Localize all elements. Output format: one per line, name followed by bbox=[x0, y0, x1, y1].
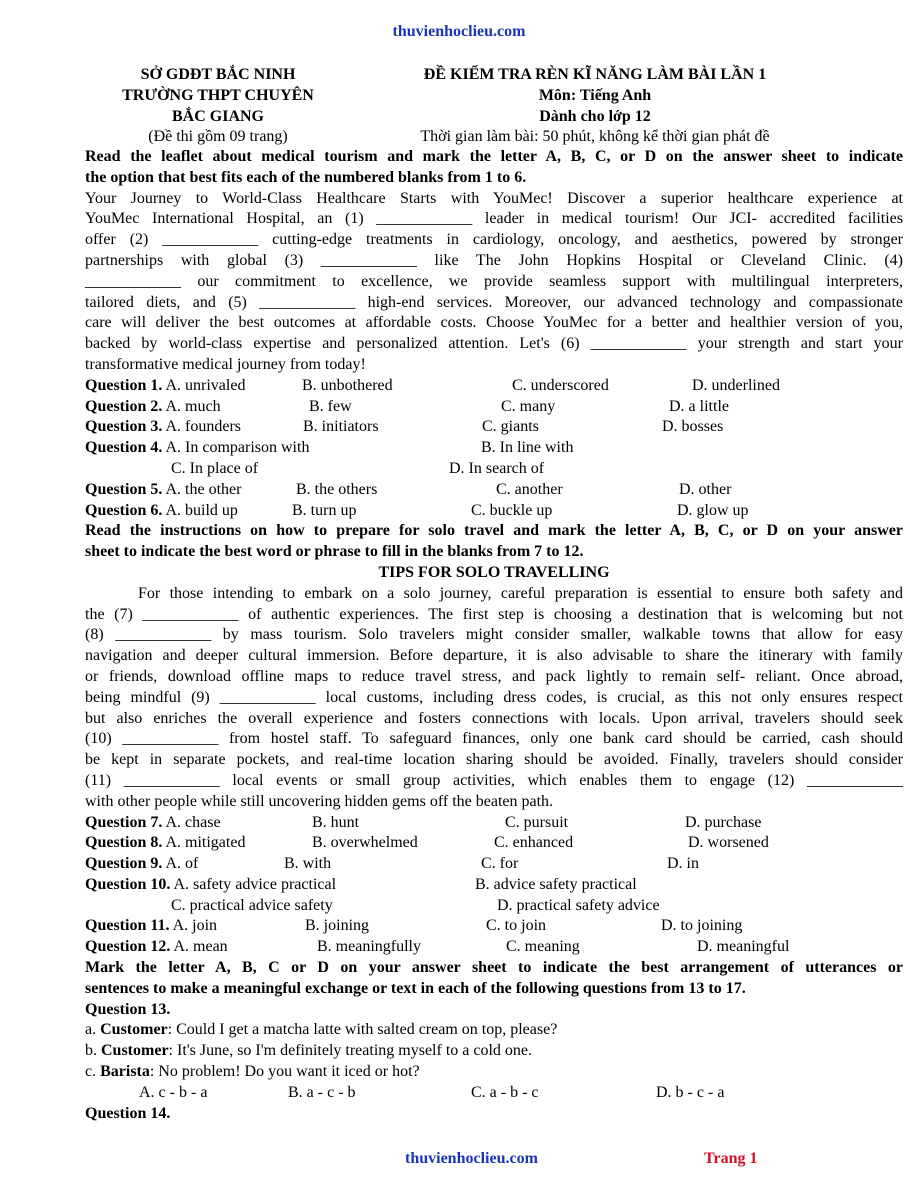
option-d[interactable]: D. glow up bbox=[677, 501, 749, 519]
option-c[interactable]: C. enhanced bbox=[494, 834, 574, 852]
option-d[interactable]: D. practical safety advice bbox=[497, 896, 660, 914]
option-d[interactable]: D. b - c - a bbox=[656, 1083, 725, 1101]
option-a[interactable]: A. the other bbox=[165, 480, 242, 498]
option-a[interactable]: A. mean bbox=[173, 938, 228, 956]
option-c[interactable]: C. many bbox=[501, 397, 556, 415]
exam-content bbox=[85, 147, 903, 1124]
option-c[interactable]: C. buckle up bbox=[471, 501, 553, 519]
question-label: Question 2. bbox=[85, 397, 163, 415]
option-d[interactable]: D. meaningful bbox=[697, 938, 790, 956]
question-label: Question 1. bbox=[85, 376, 163, 394]
question-13-options bbox=[85, 1083, 903, 1104]
question-row bbox=[85, 376, 903, 397]
site-header-link[interactable]: thuvienhoclieu.com bbox=[392, 23, 526, 40]
option-b[interactable]: B. hunt bbox=[312, 813, 360, 831]
option-b[interactable]: B. a - c - b bbox=[288, 1083, 356, 1101]
utterance: : Could I get a matcha latte with salted cream on top, please? bbox=[167, 1021, 558, 1039]
exam-time: Thời gian làm bài: 50 phút, không kể thời gian phát đề bbox=[420, 128, 770, 145]
option-a[interactable]: A. safety advice practical bbox=[173, 875, 337, 893]
option-a[interactable]: A. much bbox=[165, 397, 221, 415]
dialogue-line bbox=[85, 1020, 903, 1041]
question-row bbox=[85, 417, 903, 438]
question-label: Question 9. bbox=[85, 855, 163, 873]
exam-title: ĐỀ KIỂM TRA RÈN KĨ NĂNG LÀM BÀI LẦN 1 bbox=[423, 66, 767, 83]
item-prefix: b. bbox=[85, 1042, 101, 1060]
header-department: SỞ GDĐT BẮC NINH bbox=[140, 66, 296, 83]
option-c[interactable]: C. a - b - c bbox=[471, 1083, 539, 1101]
site-footer-link[interactable]: thuvienhoclieu.com bbox=[405, 1150, 538, 1167]
leaflet-line: transformative medical journey from today! bbox=[85, 355, 366, 373]
option-a[interactable]: A. of bbox=[165, 855, 199, 873]
question-row bbox=[85, 937, 903, 958]
dialogue-line bbox=[85, 1041, 903, 1062]
question-row-cont bbox=[85, 459, 903, 480]
option-b[interactable]: B. with bbox=[284, 855, 332, 873]
item-prefix: a. bbox=[85, 1021, 101, 1039]
question-label: Question 11. bbox=[85, 917, 170, 935]
option-a[interactable]: A. chase bbox=[165, 813, 221, 831]
section2-instruction: Read the instructions on how to prepare for solo travel and mark the letter A, B, C, or D on your answer bbox=[85, 522, 903, 540]
utterance: : It's June, so I'm definitely treating myself to a cold one. bbox=[168, 1042, 533, 1060]
passage-line: be kept in separate pockets, and real-time location sharing should be avoided. Finally, travelers should consider bbox=[85, 751, 903, 769]
leaflet-line: ____________ our commitment to excellence, we provide seamless support with multilingual interpreters, bbox=[85, 272, 903, 290]
option-b[interactable]: B. unbothered bbox=[302, 376, 393, 394]
leaflet-line: backed by world-class expertise and personalized attention. Let's (6) ____________ your strength and start your bbox=[85, 335, 903, 353]
header-page-count: (Đề thi gồm 09 trang) bbox=[148, 128, 288, 145]
option-b[interactable]: B. advice safety practical bbox=[475, 875, 637, 893]
dialogue-line bbox=[85, 1062, 903, 1083]
option-a[interactable]: A. c - b - a bbox=[139, 1083, 208, 1101]
option-d[interactable]: D. to joining bbox=[661, 917, 743, 935]
option-d[interactable]: D. purchase bbox=[685, 813, 762, 831]
leaflet-line: Your Journey to World-Class Healthcare Starts with YouMec! Discover a superior healthcare experience at bbox=[85, 189, 903, 207]
option-c[interactable]: C. another bbox=[496, 480, 563, 498]
question-row bbox=[85, 833, 903, 854]
page-number: Trang 1 bbox=[704, 1150, 758, 1167]
option-b[interactable]: B. In line with bbox=[481, 439, 574, 457]
section2-instruction-cont: sheet to indicate the best word or phrase to fill in the blanks from 7 to 12. bbox=[85, 543, 584, 561]
option-b[interactable]: B. turn up bbox=[292, 501, 357, 519]
question-row bbox=[85, 480, 903, 501]
option-c[interactable]: C. practical advice safety bbox=[171, 896, 333, 914]
speaker: Barista bbox=[100, 1063, 150, 1081]
question-label: Question 12. bbox=[85, 938, 171, 956]
option-d[interactable]: D. underlined bbox=[692, 376, 780, 394]
question-label: Question 6. bbox=[85, 501, 163, 519]
speaker: Customer bbox=[101, 1042, 169, 1060]
section1-instruction: Read the leaflet about medical tourism and mark the letter A, B, C, or D on the answer sheet to indicate bbox=[85, 148, 903, 165]
option-d[interactable]: D. worsened bbox=[688, 834, 769, 852]
question-label: Question 7. bbox=[85, 813, 163, 831]
option-d[interactable]: D. In search of bbox=[449, 459, 545, 477]
option-b[interactable]: B. few bbox=[309, 397, 352, 415]
passage-line: being mindful (9) ____________ local customs, including dress codes, is crucial, as this not only ensures respect bbox=[85, 688, 903, 706]
passage-line: navigation and deeper cultural immersion. Before departure, it is also advisable to share the itinerary with family bbox=[85, 647, 903, 665]
leaflet-line: care will deliver the best outcomes at affordable costs. Choose YouMec for a better and healthier version of you, bbox=[85, 314, 903, 332]
passage-line: the (7) ____________ of authentic experiences. The first step is choosing a destination that is welcoming but not bbox=[85, 605, 903, 623]
question-row bbox=[85, 854, 903, 875]
option-d[interactable]: D. a little bbox=[669, 397, 729, 415]
option-a[interactable]: A. build up bbox=[165, 501, 238, 519]
utterance: : No problem! Do you want it iced or hot? bbox=[149, 1063, 420, 1081]
option-b[interactable]: B. overwhelmed bbox=[312, 834, 418, 852]
passage-line: with other people while still uncovering hidden gems off the beaten path. bbox=[85, 792, 554, 810]
section1-instruction-cont: the option that best fits each of the numbered blanks from 1 to 6. bbox=[85, 168, 527, 186]
header-school: TRƯỜNG THPT CHUYÊN bbox=[122, 87, 314, 104]
option-b[interactable]: B. meaningfully bbox=[317, 938, 421, 956]
question-row bbox=[85, 916, 903, 937]
question-row-cont bbox=[85, 896, 903, 917]
leaflet-line: partnerships with global (3) ____________ like The John Hopkins Hospital or Cleveland Clinic. (4) bbox=[85, 251, 903, 269]
question-row bbox=[85, 438, 903, 459]
question-row bbox=[85, 875, 903, 896]
passage-line: (8) ____________ by mass tourism. Solo travelers might consider smaller, walkable towns that allow for easy bbox=[85, 626, 903, 644]
passage-line: (10) ____________ from hostel staff. To safeguard finances, only one bank card should be carried, cash should bbox=[85, 730, 903, 748]
question-label: Question 3. bbox=[85, 418, 163, 436]
item-prefix: c. bbox=[85, 1063, 101, 1081]
option-d[interactable]: D. other bbox=[679, 480, 732, 498]
option-c[interactable]: C. pursuit bbox=[505, 813, 569, 831]
option-c[interactable]: C. In place of bbox=[171, 459, 259, 477]
question-label: Question 10. bbox=[85, 875, 171, 893]
option-c[interactable]: C. underscored bbox=[512, 376, 609, 394]
option-a[interactable]: A. founders bbox=[165, 418, 242, 436]
header-school-location: BẮC GIANG bbox=[171, 108, 264, 125]
option-d[interactable]: D. bosses bbox=[662, 418, 724, 436]
exam-grade: Dành cho lớp 12 bbox=[539, 108, 651, 125]
option-a[interactable]: A. In comparison with bbox=[165, 439, 310, 457]
option-c[interactable]: C. to join bbox=[486, 917, 547, 935]
speaker: Customer bbox=[100, 1021, 168, 1039]
leaflet-line: offer (2) ____________ cutting-edge treatments in cardiology, oncology, and aesthetics, powered by stronger bbox=[85, 231, 903, 249]
question-label: Question 8. bbox=[85, 834, 163, 852]
option-a[interactable]: A. join bbox=[172, 917, 218, 935]
option-c[interactable]: C. for bbox=[481, 855, 519, 873]
question-label: Question 5. bbox=[85, 480, 163, 498]
option-a[interactable]: A. mitigated bbox=[165, 834, 246, 852]
option-a[interactable]: A. unrivaled bbox=[165, 376, 246, 394]
section3-instruction: Mark the letter A, B, C or D on your answer sheet to indicate the best arrangement of utterances or bbox=[85, 959, 903, 977]
option-b[interactable]: B. the others bbox=[296, 480, 378, 498]
question-13-label: Question 13. bbox=[85, 1000, 171, 1018]
leaflet-line: YouMec International Hospital, an (1) ____________ leader in medical tourism! Our JCI- accredited facilities bbox=[85, 210, 903, 228]
question-14-label: Question 14. bbox=[85, 1104, 171, 1122]
option-b[interactable]: B. initiators bbox=[303, 418, 379, 436]
passage-line: but also enriches the overall experience and fosters connections with locals. Upon arrival, travelers should seek bbox=[85, 709, 903, 727]
option-c[interactable]: C. giants bbox=[482, 418, 539, 436]
option-c[interactable]: C. meaning bbox=[506, 938, 580, 956]
leaflet-line: tailored diets, and (5) ____________ high-end services. Moreover, our advanced technology and compassionate bbox=[85, 293, 903, 311]
exam-subject: Môn: Tiếng Anh bbox=[538, 87, 652, 104]
question-row bbox=[85, 501, 903, 522]
question-row bbox=[85, 813, 903, 834]
option-d[interactable]: D. in bbox=[667, 855, 699, 873]
section3-instruction-cont: sentences to make a meaningful exchange or text in each of the following questions from 13 to 17. bbox=[85, 979, 746, 997]
passage-line: or friends, download offline maps to reduce travel stress, and pack lightly to remain self- reliant. Once abroad, bbox=[85, 667, 903, 685]
passage-title: TIPS FOR SOLO TRAVELLING bbox=[378, 563, 610, 581]
question-row bbox=[85, 397, 903, 418]
question-label: Question 4. bbox=[85, 439, 163, 457]
passage-line: For those intending to embark on a solo journey, careful preparation is essential to ensure both safety and bbox=[138, 584, 903, 602]
option-b[interactable]: B. joining bbox=[305, 917, 370, 935]
passage-line: (11) ____________ local events or small group activities, which enables them to engage (12) ____________ bbox=[85, 771, 903, 789]
